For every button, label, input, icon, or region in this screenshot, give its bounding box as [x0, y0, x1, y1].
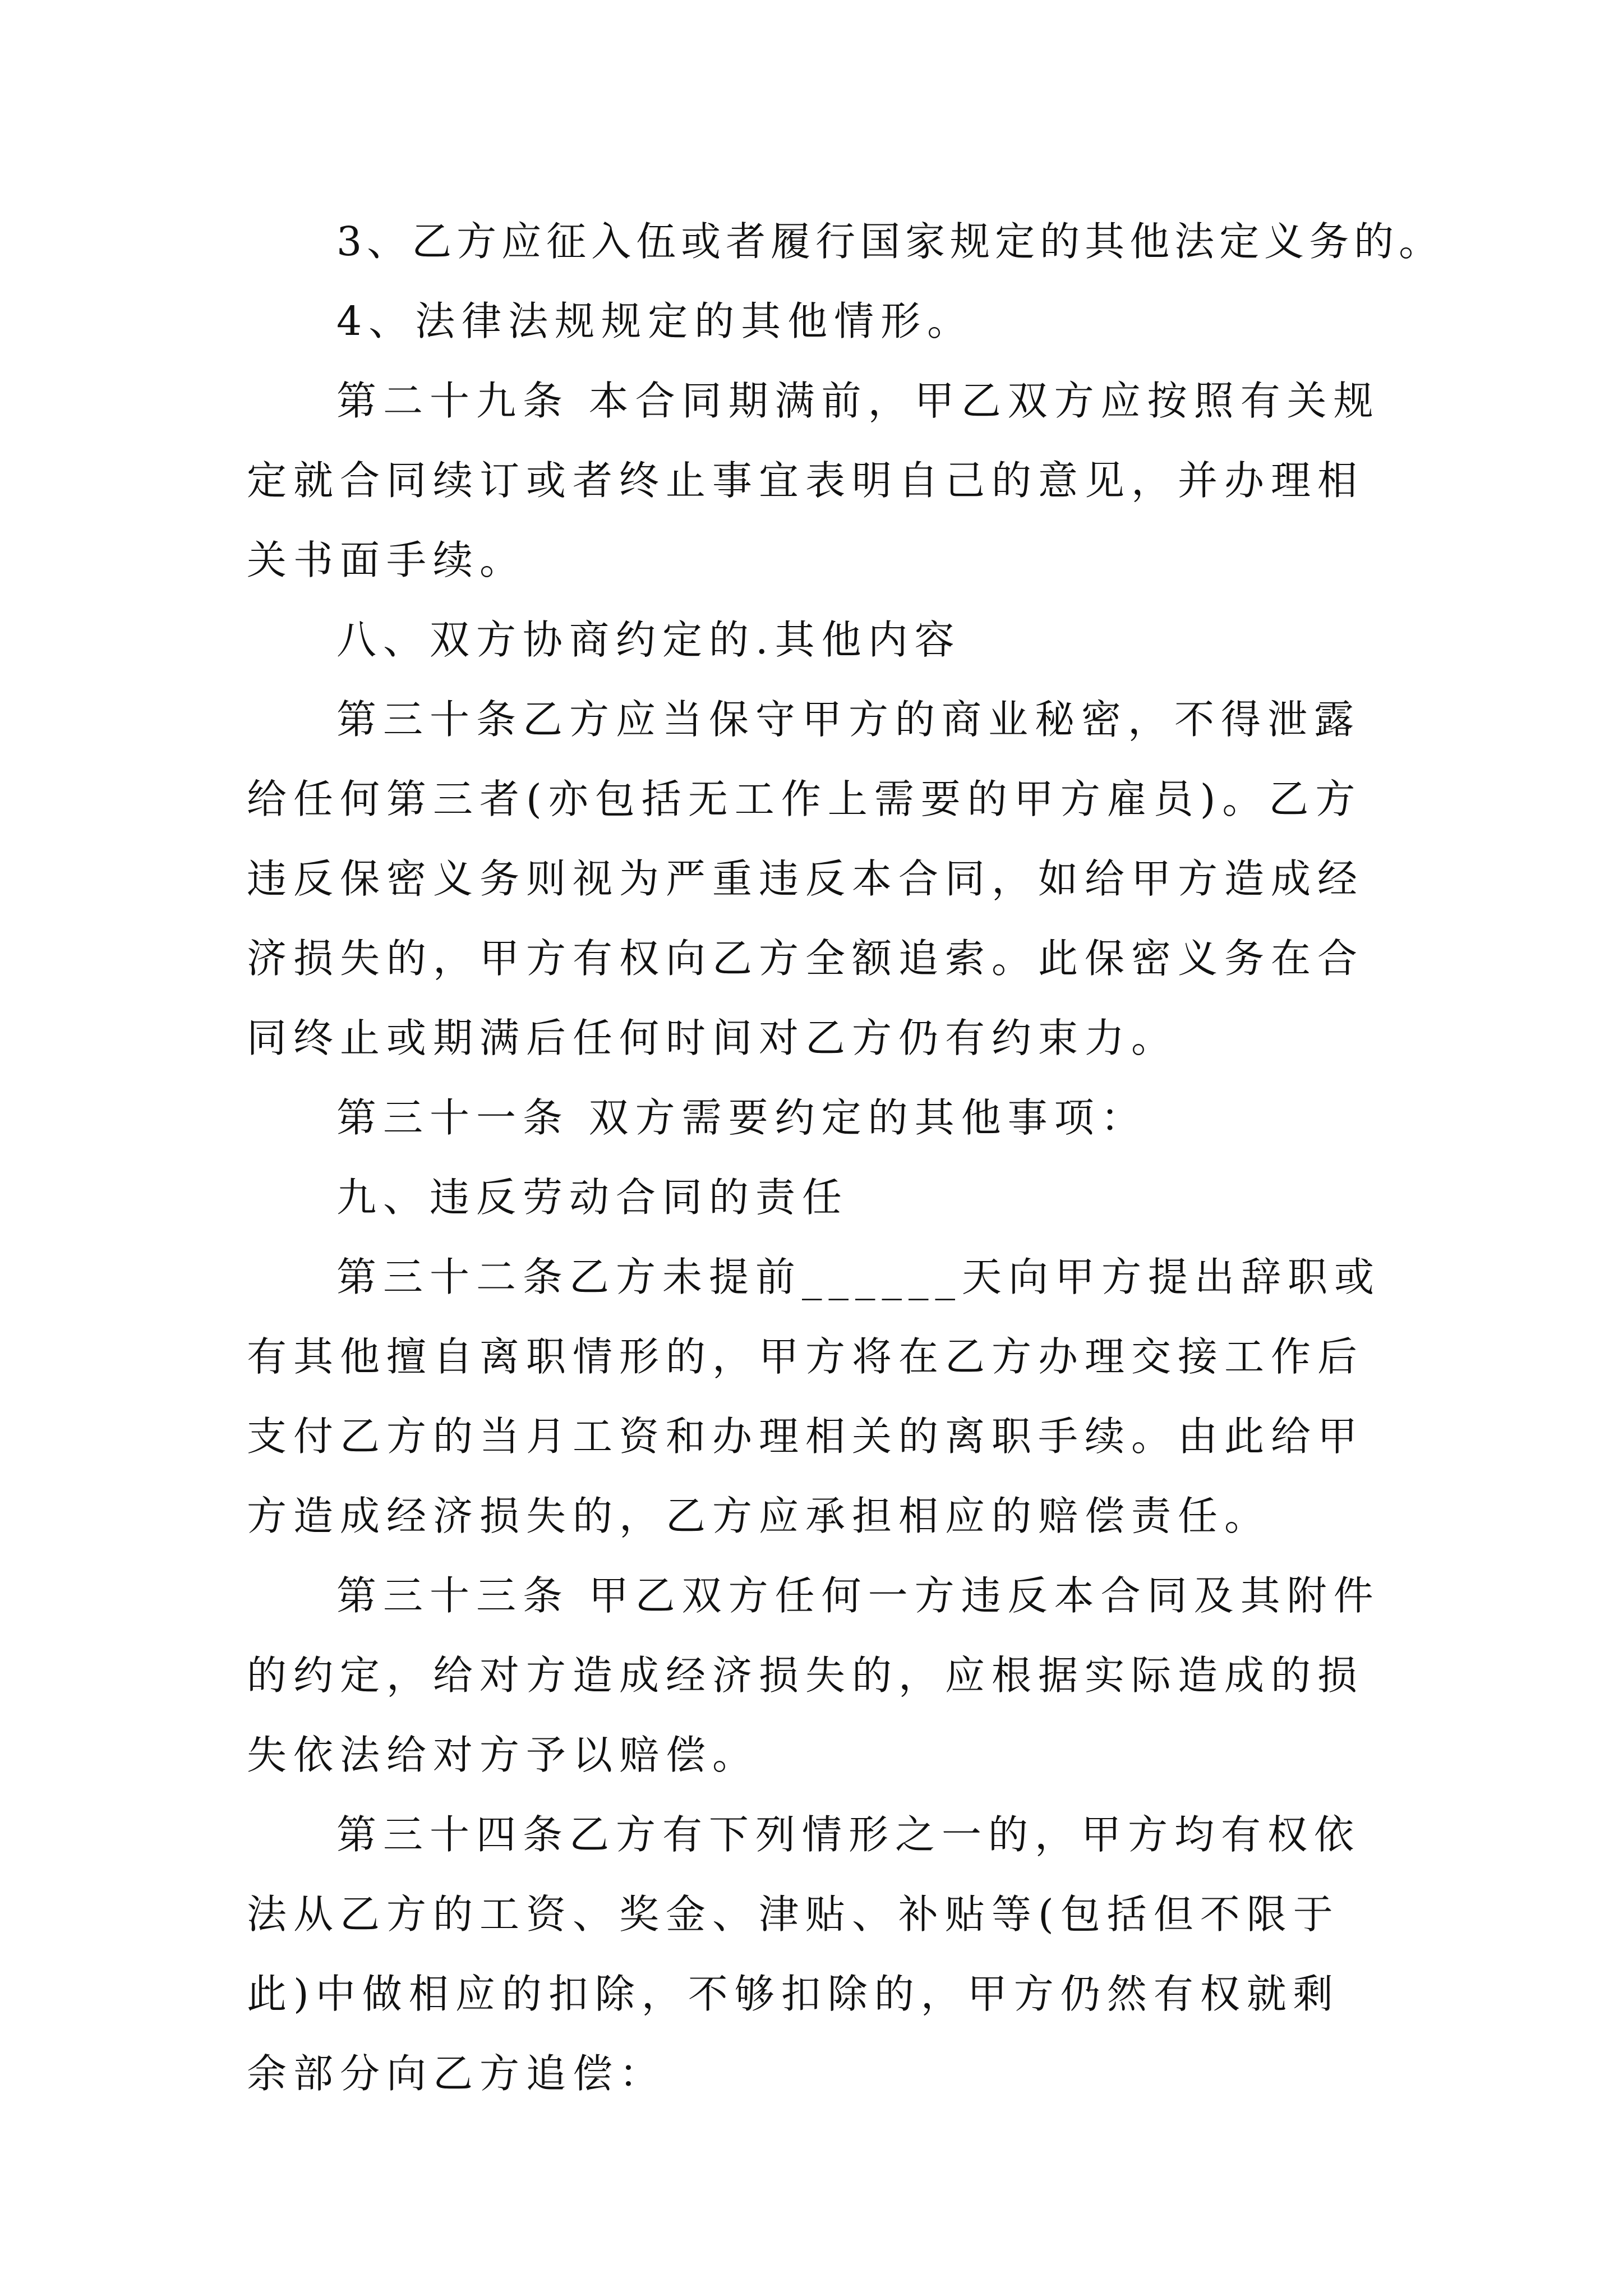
paragraph-article-29: 第二十九条 本合同期满前，甲乙双方应按照有关规定就合同续订或者终止事宜表明自己的意见，并办理相关书面手续。 [247, 378, 1380, 583]
paragraph-article-31: 第三十一条 双方需要约定的其他事项： [336, 1094, 1147, 1141]
paragraph-article-33: 第三十三条 甲乙双方任何一方违反本合同及其附件的约定，给对方造成经济损失的，应根据实际造成的损失依法给对方予以赔偿。 [247, 1572, 1380, 1778]
section-heading-8: 八、双方协商约定的.其他内容 [336, 616, 961, 663]
document-body [247, 202, 1444, 2114]
paragraph-clause-item-4: 4、法律法规规定的其他情形。 [336, 298, 974, 344]
paragraph-article-34: 第三十四条乙方有下列情形之一的，甲方均有权依法从乙方的工资、奖金、津贴、补贴等(包括但不限于此)中做相应的扣除，不够扣除的，甲方仍然有权就剩余部分向乙方追偿： [247, 1811, 1361, 2097]
paragraph-clause-item-3: 3、乙方应征入伍或者履行国家规定的其他法定义务的。 [336, 218, 1444, 265]
paragraph-article-32: 第三十二条乙方未提前______天向甲方提出辞职或有其他擅自离职情形的，甲方将在乙方办理交接工作后支付乙方的当月工资和办理相关的离职手续。由此给甲方造成经济损失的，乙方应承担相应的赔偿责任。 [247, 1254, 1381, 1539]
section-heading-9: 九、违反劳动合同的责任 [336, 1174, 849, 1221]
paragraph-article-30: 第三十条乙方应当保守甲方的商业秘密，不得泄露给任何第三者(亦包括无工作上需要的甲方雇员)。乙方违反保密义务则视为严重违反本合同，如给甲方造成经济损失的，甲方有权向乙方全额追索。此保密义务在合同终止或期满后任何时间对乙方仍有约束力。 [247, 696, 1364, 1061]
